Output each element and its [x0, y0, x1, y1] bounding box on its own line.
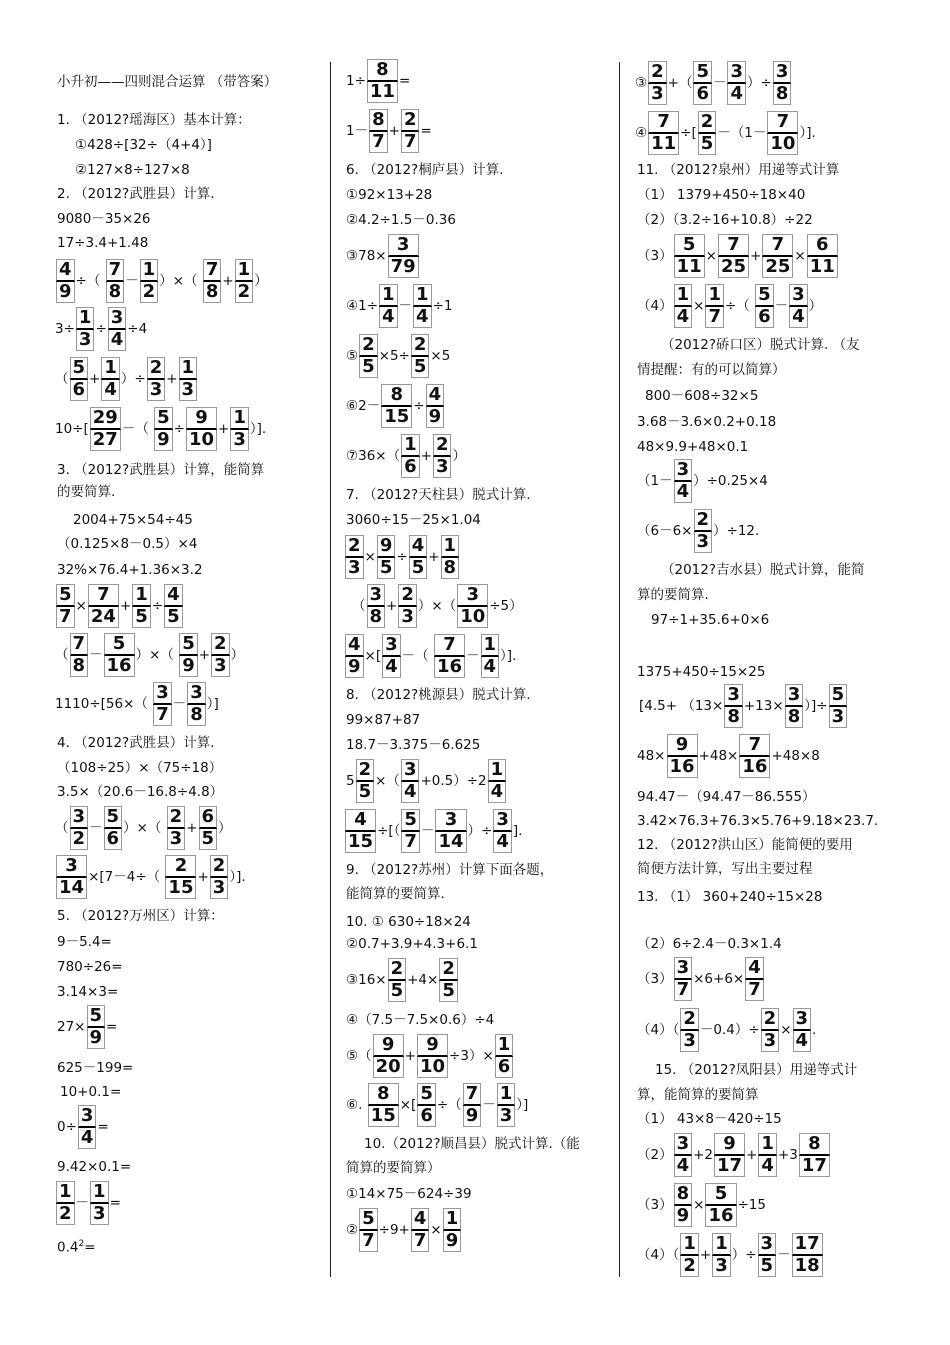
problem: 13. （1） 360+240÷15×28	[637, 889, 823, 905]
problem-fraction: ⑤ $\frac{2}{5}$ ×5÷ $\frac{2}{5}$ ×5	[346, 334, 451, 377]
problem-fraction: ④1÷ $\frac{1}{4}$ － $\frac{1}{4}$ ÷1	[346, 284, 453, 327]
column-right	[621, 0, 950, 1345]
section-heading: 算的要简算.	[637, 587, 709, 603]
page-title: 小升初——四则混合运算 （带答案）	[57, 74, 278, 90]
problem-fraction: 48× $\frac{9}{16}$ +48× $\frac{7}{16}$ +48×8	[637, 734, 820, 777]
section-heading: 10.（2012?顺昌县）脱式计算.（能	[364, 1136, 580, 1152]
problem-fraction: ⑦36×（ $\frac{1}{6}$ + $\frac{2}{3}$ ）	[346, 434, 466, 477]
section-heading: 6. （2012?桐庐县）计算.	[346, 162, 504, 178]
section-heading: 1. （2012?瑶海区）基本计算：	[57, 112, 251, 128]
problem-fraction: 10÷[ $\frac{29}{27}$ －（ $\frac{5}{9}$ ÷ $\frac{9}{10}$ + $\frac{1}{3}$ ）].	[55, 407, 267, 450]
problem-fraction: [4.5+ （13× $\frac{3}{8}$ +13× $\frac{3}{8}$ ）]÷ $\frac{5}{3}$	[639, 683, 848, 729]
section-heading: 5. （2012?万州区）计算：	[57, 908, 224, 924]
section-heading: 12. （2012?洪山区）能简便的要用	[637, 837, 853, 853]
section-heading: 4. （2012?武胜县）计算.	[57, 735, 215, 751]
section-heading: 简算的要简算）	[346, 1160, 441, 1176]
problem-fraction: （ $\frac{3}{8}$ + $\frac{2}{3}$ ）×（ $\frac{3}{10}$ ÷5）	[352, 584, 523, 627]
problem-fraction: 3÷ $\frac{1}{3}$ ÷ $\frac{3}{4}$ ÷4	[55, 307, 148, 350]
problem-fraction: （ $\frac{3}{2}$ － $\frac{5}{6}$ ）×（ $\frac{2}{3}$ + $\frac{6}{5}$ ）	[55, 806, 232, 849]
problem-fraction: $\frac{2}{3}$ × $\frac{9}{5}$ ÷ $\frac{4}{5}$ + $\frac{1}{8}$	[344, 534, 460, 580]
section-heading: 2. （2012?武胜县）计算.	[57, 186, 215, 202]
problem-fraction: ③16× $\frac{2}{5}$ +4× $\frac{2}{5}$	[346, 957, 459, 1003]
problem: （1） 1379+450÷18×40	[637, 187, 806, 203]
problem-fraction: $\frac{4}{9}$ ×[ $\frac{3}{4}$ －（ $\frac{7}{16}$ － $\frac{1}{4}$ ）].	[344, 633, 516, 679]
problem-fraction: ④ $\frac{7}{11}$ ÷[ $\frac{2}{5}$ －（1－ $\frac{7}{10}$ ）].	[635, 111, 816, 154]
problem: 99×87+87	[346, 712, 421, 728]
section-heading: 15. （2012?凤阳县）用递等式计	[655, 1062, 858, 1078]
problem-fraction: ⑥2－ $\frac{8}{15}$ ÷ $\frac{4}{9}$	[346, 383, 445, 429]
problem: （2）（3.2÷16+10.8）÷22	[637, 212, 813, 228]
section-heading: 能简算的要简算.	[346, 886, 445, 902]
problem: 17÷3.4+1.48	[57, 235, 149, 251]
problem: ①14×75－624÷39	[346, 1186, 472, 1202]
problem: 2004+75×54÷45	[73, 512, 193, 528]
problem: 18.7－3.375－6.625	[346, 737, 481, 753]
problem-fraction: ③ $\frac{2}{3}$ +（ $\frac{5}{6}$ － $\frac{3}{4}$ ）÷ $\frac{3}{8}$	[635, 60, 792, 106]
section-heading: 8. （2012?桃源县）脱式计算.	[346, 687, 531, 703]
column-divider	[619, 62, 620, 1277]
column-divider	[330, 62, 331, 1277]
problem-fraction: $\frac{4}{9}$ ÷（ $\frac{7}{8}$ － $\frac{1}{2}$ ）×（ $\frac{7}{8}$ + $\frac{1}{2}$ ）	[55, 258, 268, 304]
section-heading: 11. （2012?泉州）用递等式计算	[637, 162, 840, 178]
problem: ②4.2÷1.5－0.36	[346, 212, 456, 228]
problem-fraction: 0÷ $\frac{3}{4}$ =	[57, 1105, 109, 1148]
problem: （1） 43×8－420÷15	[637, 1111, 782, 1127]
section-heading: （2012?吉水县）脱式计算，能简	[661, 562, 865, 578]
problem-fraction: （3） $\frac{5}{11}$ × $\frac{7}{25}$ + $\frac{7}{25}$ × $\frac{6}{11}$	[637, 233, 839, 279]
problem: 3060÷15－25×1.04	[346, 512, 481, 528]
problem: $0.4^2=$	[57, 1239, 96, 1256]
problem: 3.14×3=	[57, 984, 119, 1000]
problem: （0.125×8－0.5）×4	[57, 536, 198, 552]
problem-fraction: （6－6× $\frac{2}{3}$ ）÷12.	[637, 509, 760, 552]
section-heading: 简便方法计算，写出主要过程	[637, 861, 813, 877]
problem-fraction: （ $\frac{5}{6}$ + $\frac{1}{4}$ ）÷ $\frac{2}{3}$ + $\frac{1}{3}$	[55, 356, 198, 402]
problem-fraction: （4）（ $\frac{1}{2}$ + $\frac{1}{3}$ ）÷ $\frac{3}{5}$ － $\frac{17}{18}$	[637, 1232, 824, 1278]
problem-fraction: 1110÷[56×（ $\frac{3}{7}$ － $\frac{3}{8}$ ）]	[55, 682, 219, 725]
problem: 9.42×0.1=	[57, 1159, 132, 1175]
problem: 800－608÷32×5	[645, 388, 759, 404]
section-heading: 7. （2012?天柱县）脱式计算.	[346, 487, 531, 503]
problem: 48×9.9+48×0.1	[637, 439, 749, 455]
column-middle	[332, 0, 619, 1345]
problem: 780÷26=	[57, 959, 123, 975]
section-heading: 的要简算.	[57, 484, 116, 500]
problem: 3.5×（20.6－16.8÷4.8）	[57, 784, 224, 800]
problem: ①92×13+28	[346, 187, 433, 203]
problem-fraction: $\frac{3}{14}$ ×[7－4÷（ $\frac{2}{15}$ + $\frac{2}{3}$ ）].	[55, 854, 246, 900]
problem: 10+0.1=	[60, 1084, 122, 1100]
section-heading: 情提醒：有的可以简算）	[637, 362, 786, 378]
problem: 9080－35×26	[57, 211, 151, 227]
problem: 32%×76.4+1.36×3.2	[57, 562, 203, 578]
problem: 94.47－（94.47－86.555）	[637, 789, 816, 805]
problem-fraction: ⑤（ $\frac{9}{20}$ + $\frac{9}{10}$ ÷3）× $\frac{1}{6}$	[346, 1033, 514, 1079]
problem: ②0.7+3.9+4.3+6.1	[346, 936, 478, 952]
problem-fraction: 1÷ $\frac{8}{11}$ =	[346, 59, 411, 102]
problem-fraction: $\frac{5}{7}$ × $\frac{7}{24}$ + $\frac{1}{5}$ ÷ $\frac{4}{5}$	[55, 583, 184, 629]
section-heading: 9. （2012?苏州）计算下面各题，	[346, 862, 554, 878]
problem-fraction: （3） $\frac{3}{7}$ ×6+6× $\frac{4}{7}$	[637, 956, 765, 1002]
problem: 97÷1+35.6+0×6	[651, 612, 770, 628]
problem-fraction: $\frac{1}{2}$ － $\frac{1}{3}$ =	[55, 1180, 121, 1226]
problem: ②127×8÷127×8	[75, 162, 190, 178]
problem-fraction: ⑥. $\frac{8}{15}$ ×[ $\frac{5}{6}$ ÷（ $\frac{7}{9}$ － $\frac{1}{3}$ ）]	[346, 1083, 529, 1126]
column-left	[0, 0, 330, 1345]
problem-fraction: 5 $\frac{2}{5}$ ×（ $\frac{3}{4}$ +0.5）÷2 $\frac{1}{4}$	[346, 758, 507, 804]
problem-fraction: 27× $\frac{5}{9}$ =	[57, 1005, 118, 1048]
section-heading: （2012?硚口区）脱式计算. （友	[661, 337, 860, 353]
problem: 625－199=	[57, 1060, 134, 1076]
problem-fraction: （4）（ $\frac{2}{3}$ －0.4）÷ $\frac{2}{3}$ × $\frac{3}{4}$ .	[637, 1008, 817, 1051]
problem: ①428÷[32÷（4+4）]	[75, 137, 212, 153]
section-heading: 3. （2012?武胜县）计算，能简算	[57, 462, 265, 478]
problem-fraction: 1－ $\frac{8}{7}$ + $\frac{2}{7}$ =	[346, 109, 432, 152]
problem-fraction: （ $\frac{7}{8}$ － $\frac{5}{16}$ ）×（ $\frac{5}{9}$ + $\frac{2}{3}$ ）	[55, 633, 245, 676]
problem-fraction: （1－ $\frac{3}{4}$ ）÷0.25×4	[637, 459, 768, 502]
problem: 3.42×76.3+76.3×5.76+9.18×23.7.	[637, 813, 879, 829]
problem: ④（7.5－7.5×0.6）÷4	[346, 1012, 495, 1028]
problem-fraction: （3） $\frac{8}{9}$ × $\frac{5}{16}$ ÷15	[637, 1183, 766, 1226]
section-heading: 算，能简算的要简算	[637, 1087, 759, 1103]
problem: 3.68－3.6×0.2+0.18	[637, 414, 777, 430]
problem: 1375+450÷15×25	[637, 664, 766, 680]
problem-fraction: ③78× $\frac{3}{79}$	[346, 233, 420, 279]
problem: （2）6÷2.4－0.3×1.4	[637, 936, 782, 952]
problem: 10. ① 630÷18×24	[346, 914, 471, 930]
problem: 9－5.4=	[57, 934, 112, 950]
problem-fraction: ② $\frac{5}{7}$ ÷9+ $\frac{4}{7}$ × $\frac{1}{9}$	[346, 1207, 462, 1253]
problem: （108÷25）×（75÷18）	[57, 760, 223, 776]
problem-fraction: （2） $\frac{3}{4}$ +2 $\frac{9}{17}$ + $\frac{1}{4}$ +3 $\frac{8}{17}$	[637, 1132, 831, 1178]
problem-fraction: （4） $\frac{1}{4}$ × $\frac{1}{7}$ ÷（ $\frac{5}{6}$ － $\frac{3}{4}$ ）	[637, 284, 823, 327]
problem-fraction: $\frac{4}{15}$ ÷[（ $\frac{5}{7}$ － $\frac{3}{14}$ ）÷ $\frac{3}{4}$ ].	[344, 808, 522, 854]
